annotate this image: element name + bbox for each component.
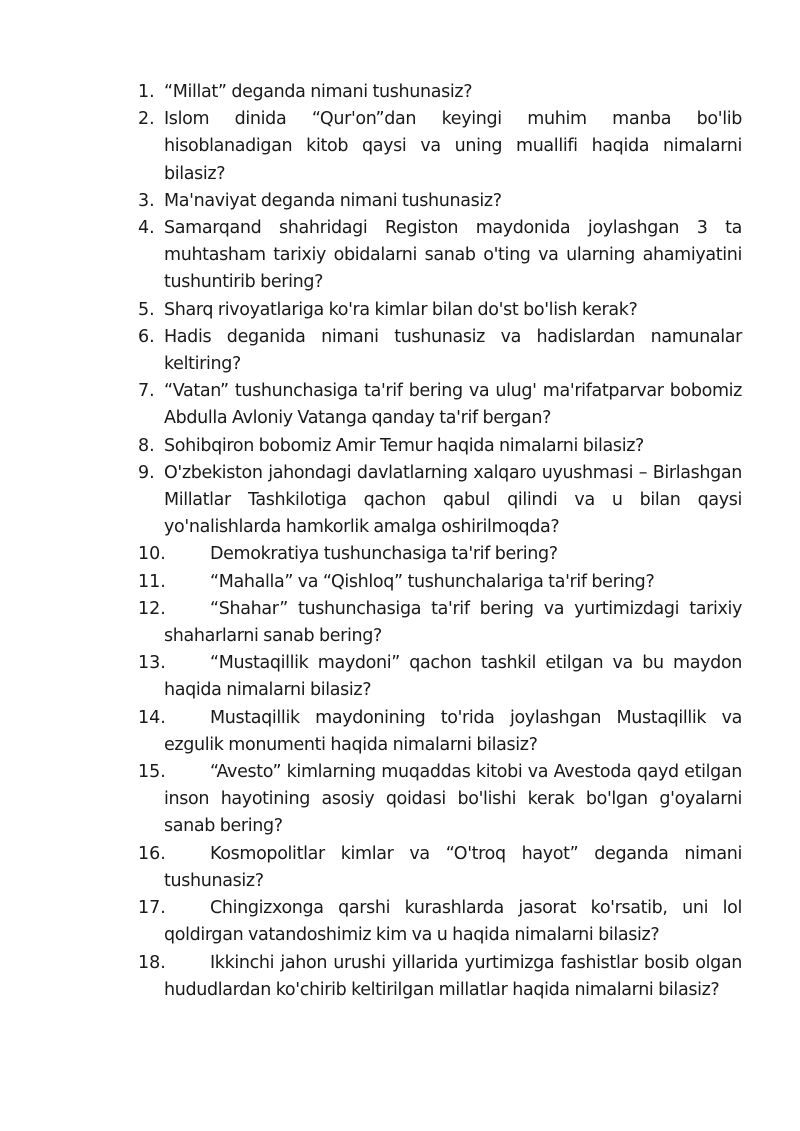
- question-number: 11.: [138, 571, 166, 592]
- question-text: “Millat” deganda nimani tushunasiz?: [164, 82, 473, 102]
- question-item: [138, 596, 742, 650]
- question-item: [138, 79, 742, 106]
- question-item: [138, 541, 742, 568]
- question-text: O'zbekiston jahondagi davlatlarning xalqaro uyushmasi – Birlashgan Millatlar Tashkilotiga qachon qabul qilindi va u bilan qaysi yo'nalishlarda hamkorlik amalga oshirilmoqda?: [164, 462, 742, 538]
- question-item: [138, 460, 742, 542]
- question-item: [138, 378, 742, 432]
- question-item: [138, 650, 742, 704]
- question-number: 14.: [138, 707, 166, 728]
- question-number: 7.: [138, 381, 155, 402]
- question-number: 4.: [138, 218, 155, 239]
- question-number: 8.: [138, 435, 155, 456]
- question-text: Mustaqillik maydonining to'rida joylashgan Mustaqillik va ezgulik monumenti haqida nimalarni bilasiz?: [164, 707, 742, 755]
- question-item: [138, 759, 742, 841]
- question-list: [138, 79, 742, 1004]
- question-text: Kosmopolitlar kimlar va “O'troq hayot” deganda nimani tushunasiz?: [164, 843, 742, 891]
- question-number: 3.: [138, 190, 155, 211]
- question-number: 13.: [138, 653, 166, 674]
- question-text: Chingizxonga qarshi kurashlarda jasorat ko'rsatib, uni lol qoldirgan vatandoshimiz kim va u haqida nimalarni bilasiz?: [164, 898, 742, 946]
- question-item: [138, 433, 742, 460]
- question-number: 16.: [138, 843, 166, 864]
- question-number: 2.: [138, 109, 155, 130]
- question-number: 5.: [138, 299, 155, 320]
- question-item: [138, 188, 742, 215]
- question-number: 9.: [138, 462, 155, 483]
- question-text: Sharq rivoyatlariga ko'ra kimlar bilan do'st bo'lish kerak?: [164, 299, 638, 320]
- question-item: [138, 950, 742, 1004]
- question-item: [138, 841, 742, 895]
- question-item: [138, 569, 742, 596]
- question-item: [138, 215, 742, 297]
- question-number: 18.: [138, 952, 166, 973]
- question-item: [138, 297, 742, 324]
- question-text: “Avesto” kimlarning muqaddas kitobi va Avestoda qayd etilgan inson hayotining asosiy qoidasi bo'lishi kerak bo'lgan g'oyalarni sanab bering?: [164, 762, 742, 837]
- question-text: Samarqand shahridagi Registon maydonida joylashgan 3 ta muhtasham tarixiy obidalarni sanab o'ting va ularning ahamiyatini tushuntirib bering?: [164, 218, 742, 293]
- question-text: Ikkinchi jahon urushi yillarida yurtimizga fashistlar bosib olgan hududlardan ko'chirib keltirilgan millatlar haqida nimalarni bilasiz?: [164, 952, 742, 1000]
- question-text: Sohibqiron bobomiz Amir Temur haqida nimalarni bilasiz?: [164, 435, 644, 456]
- question-number: 17.: [138, 898, 166, 919]
- question-number: 10.: [138, 544, 166, 565]
- question-number: 15.: [138, 762, 166, 783]
- question-text: “Vatan” tushunchasiga ta'rif bering va ulug' ma'rifatparvar bobomiz Abdulla Avloniy Vatanga qanday ta'rif bergan?: [164, 381, 742, 429]
- question-item: [138, 106, 742, 188]
- question-text: Demokratiya tushunchasiga ta'rif bering?: [210, 544, 558, 565]
- question-text: “Mustaqillik maydoni” qachon tashkil etilgan va bu maydon haqida nimalarni bilasiz?: [164, 653, 742, 701]
- question-item: [138, 705, 742, 759]
- question-item: [138, 324, 742, 378]
- question-number: 12.: [138, 598, 166, 619]
- question-text: Hadis deganida nimani tushunasiz va hadislardan namunalar keltiring?: [164, 326, 742, 375]
- question-text: “Shahar” tushunchasiga ta'rif bering va yurtimizdagi tarixiy shaharlarni sanab bering?: [164, 598, 742, 647]
- question-text: Islom dinida “Qur'on”dan keyingi muhim manba bo'lib hisoblanadigan kitob qaysi va uning muallifi haqida nimalarni bilasiz?: [164, 109, 742, 184]
- question-item: [138, 895, 742, 949]
- question-text: Ma'naviyat deganda nimani tushunasiz?: [164, 190, 502, 211]
- question-number: 1.: [138, 82, 155, 102]
- question-text: “Mahalla” va “Qishloq” tushunchalariga ta'rif bering?: [210, 571, 655, 592]
- question-number: 6.: [138, 326, 155, 347]
